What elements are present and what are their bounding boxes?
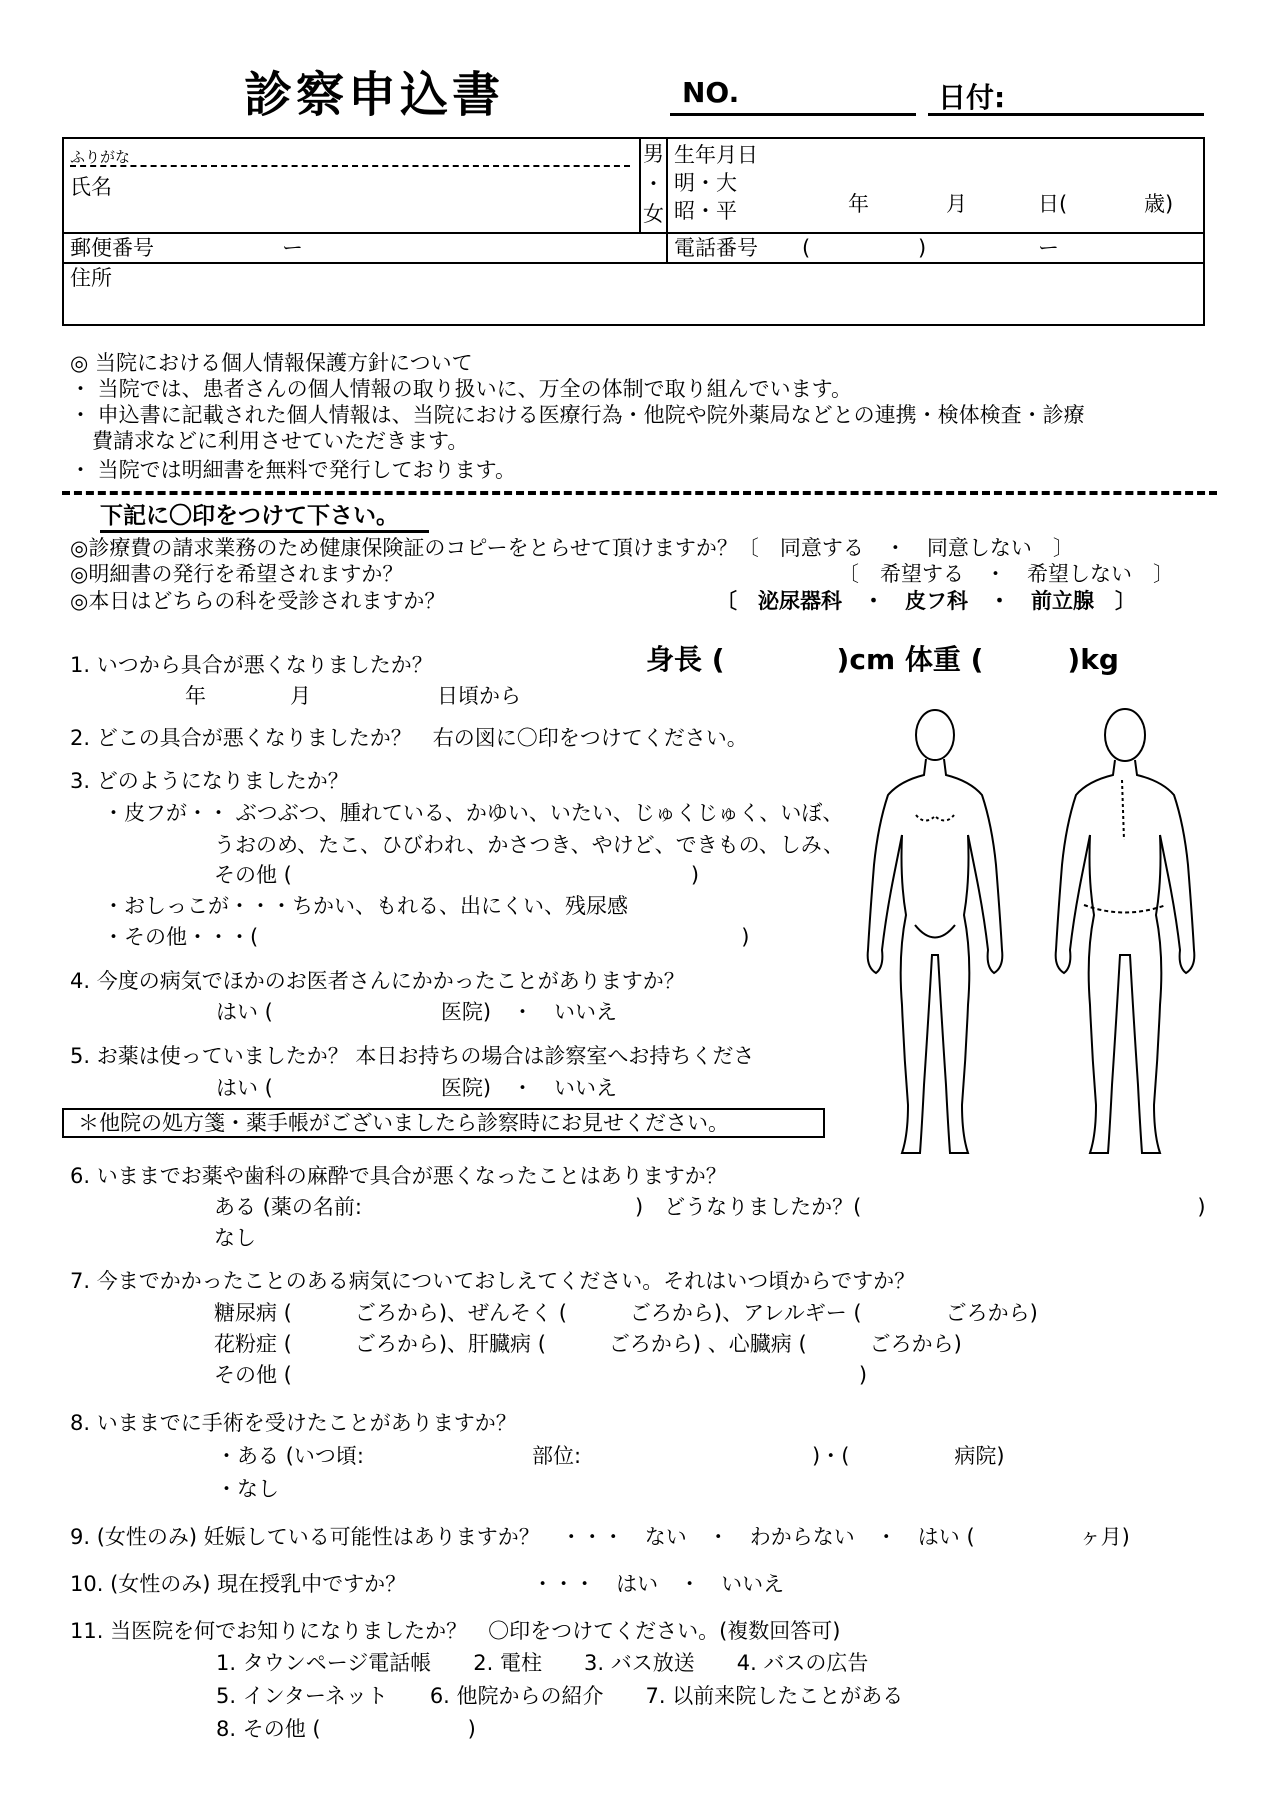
- privacy-heading: ◎ 当院における個人情報保護方針について: [70, 351, 473, 375]
- dob-year: 年: [848, 192, 869, 216]
- phone-label: 電話番号: [674, 236, 758, 260]
- question-receipt: ◎明細書の発行を希望されますか？: [70, 562, 404, 586]
- postal-dash: ー: [282, 236, 303, 260]
- sex-cell[interactable]: [640, 138, 667, 233]
- question-11-line-1[interactable]: 1. タウンページ電話帳 2. 電柱 3. バス放送 4. バスの広告: [216, 1651, 869, 1675]
- question-4-answer[interactable]: はい ( 医院) ・ いいえ: [216, 1000, 618, 1024]
- question-11-line-3[interactable]: 8. その他 ( ): [216, 1717, 476, 1741]
- privacy-line-2: ・ 申込書に記載された個人情報は、当院における医療行為・他院や院外薬局などとの連携・検体検査・診療: [70, 403, 1085, 427]
- question-10[interactable]: 10. (女性のみ) 現在授乳中ですか？ ・・・ はい ・ いいえ: [70, 1572, 785, 1596]
- dob-month: 月: [946, 192, 967, 216]
- question-6-answer-no[interactable]: なし: [214, 1226, 256, 1250]
- privacy-line-1: ・ 当院では、患者さんの個人情報の取り扱いに、万全の体制で取り組んでいます。: [70, 377, 852, 401]
- name-label: 氏名: [70, 175, 112, 199]
- question-9[interactable]: 9. (女性のみ) 妊娠している可能性はありますか？ ・・・ ない ・ わからない ・ はい ( ヶ月): [70, 1525, 1130, 1549]
- prescription-notice: ＊他院の処方箋・薬手帳がございましたら診察時にお見せください。: [62, 1108, 825, 1138]
- section-divider: [62, 491, 1217, 495]
- question-3-skin-2[interactable]: うおのめ、たこ、ひびわれ、かさつき、やけど、できもの、しみ、: [214, 833, 844, 857]
- address-label: 住所: [70, 266, 112, 290]
- question-4: 4. 今度の病気でほかのお医者さんにかかったことがありますか？: [70, 969, 685, 993]
- question-7: 7. 今までかかったことのある病気についておしえてください。それはいつ頃からですか？: [70, 1269, 916, 1293]
- question-3: 3. どのようになりましたか？: [70, 769, 349, 793]
- body-front-figure: [868, 710, 1003, 1153]
- question-1: 1. いつから具合が悪くなりましたか？: [70, 653, 433, 677]
- era-showa-heisei: 昭・平: [674, 199, 737, 223]
- phone-open: (: [802, 236, 811, 260]
- question-3-skin-3[interactable]: その他 ( ): [214, 863, 700, 887]
- body-diagram[interactable]: [860, 705, 1220, 1160]
- sex-female[interactable]: 女: [643, 202, 664, 226]
- date-field-line[interactable]: [928, 113, 1204, 116]
- postal-cell[interactable]: [63, 233, 667, 263]
- question-department: ◎本日はどちらの科を受診されますか？: [70, 589, 446, 613]
- question-5-answer[interactable]: はい ( 医院) ・ いいえ: [216, 1076, 618, 1100]
- question-8: 8. いままでに手術を受けたことがありますか？: [70, 1411, 517, 1435]
- department-options[interactable]: 〔 泌尿器科 ・ 皮フ科 ・ 前立腺 〕: [716, 589, 1136, 613]
- question-5: 5. お薬は使っていましたか？ 本日お持ちの場合は診察室へお持ちくださ: [70, 1044, 755, 1068]
- phone-close: ): [918, 236, 927, 260]
- dob-cell[interactable]: [667, 138, 1204, 233]
- question-3-urine[interactable]: ・おしっこが・・・ちかい、もれる、出にくい、残尿感: [103, 894, 628, 918]
- no-label: NO.: [682, 76, 740, 109]
- question-insurance-copy[interactable]: ◎診療費の請求業務のため健康保険証のコピーをとらせて頂けますか？〔 同意する ・ 同意しない 〕: [70, 536, 1074, 560]
- question-8-answer-no[interactable]: ・なし: [216, 1477, 279, 1501]
- sex-male[interactable]: 男: [643, 142, 664, 166]
- address-cell[interactable]: [63, 263, 1204, 325]
- name-cell[interactable]: [63, 138, 640, 233]
- question-6-answer-yes[interactable]: ある (薬の名前: ) どうなりましたか？( ): [214, 1195, 1206, 1219]
- furigana-label: ふりがな: [70, 149, 630, 167]
- phone-dash: ー: [1038, 236, 1059, 260]
- question-11: 11. 当医院を何でお知りになりましたか？ 〇印をつけてください。(複数回答可): [70, 1619, 841, 1643]
- no-field-line[interactable]: [670, 113, 916, 116]
- dob-age: 歳): [1144, 192, 1174, 216]
- question-8-answer-yes[interactable]: ・ある (いつ頃: 部位: )・( 病院): [216, 1444, 1005, 1468]
- patient-info-table: [62, 137, 1205, 326]
- era-meiji-taisho: 明・大: [674, 171, 737, 195]
- page-title: 診察申込書: [244, 67, 505, 123]
- question-1-answer[interactable]: 年 月 日頃から: [185, 684, 521, 708]
- sex-separator: ・: [643, 172, 664, 196]
- question-7-line-3[interactable]: その他 ( ): [214, 1363, 868, 1387]
- receipt-options[interactable]: 〔 希望する ・ 希望しない 〕: [838, 562, 1174, 586]
- question-11-line-2[interactable]: 5. インターネット 6. 他院からの紹介 7. 以前来院したことがある: [216, 1684, 904, 1708]
- question-2: 2. どこの具合が悪くなりましたか？ 右の図に〇印をつけてください。: [70, 726, 748, 750]
- phone-cell[interactable]: [667, 233, 1204, 263]
- question-6: 6. いままでお薬や歯科の麻酔で具合が悪くなったことはありますか？: [70, 1164, 727, 1188]
- privacy-line-2b: 費請求などに利用させていただきます。: [92, 429, 469, 453]
- privacy-line-3: ・ 当院では明細書を無料で発行しております。: [70, 458, 516, 482]
- body-back-figure: [1056, 709, 1195, 1153]
- dob-label: 生年月日: [674, 143, 758, 167]
- question-3-other[interactable]: ・その他・・・( ): [103, 925, 750, 949]
- question-3-skin-1[interactable]: ・皮フが・・ ぶつぶつ、腫れている、かゆい、いたい、じゅくじゅく、いぼ、: [103, 801, 844, 825]
- height-weight[interactable]: 身長 ( )cm 体重 ( )kg: [646, 643, 1119, 676]
- question-7-line-1[interactable]: 糖尿病 ( ごろから)、ぜんそく ( ごろから)、アレルギー ( ごろから): [214, 1301, 1038, 1325]
- date-label: 日付:: [938, 81, 1006, 114]
- question-7-line-2[interactable]: 花粉症 ( ごろから)、肝臓病 ( ごろから) 、心臓病 ( ごろから): [214, 1332, 962, 1356]
- postal-label: 郵便番号: [70, 236, 154, 260]
- instructions-heading: 下記に〇印をつけて下さい。: [100, 502, 429, 533]
- dob-day: 日(: [1038, 192, 1068, 216]
